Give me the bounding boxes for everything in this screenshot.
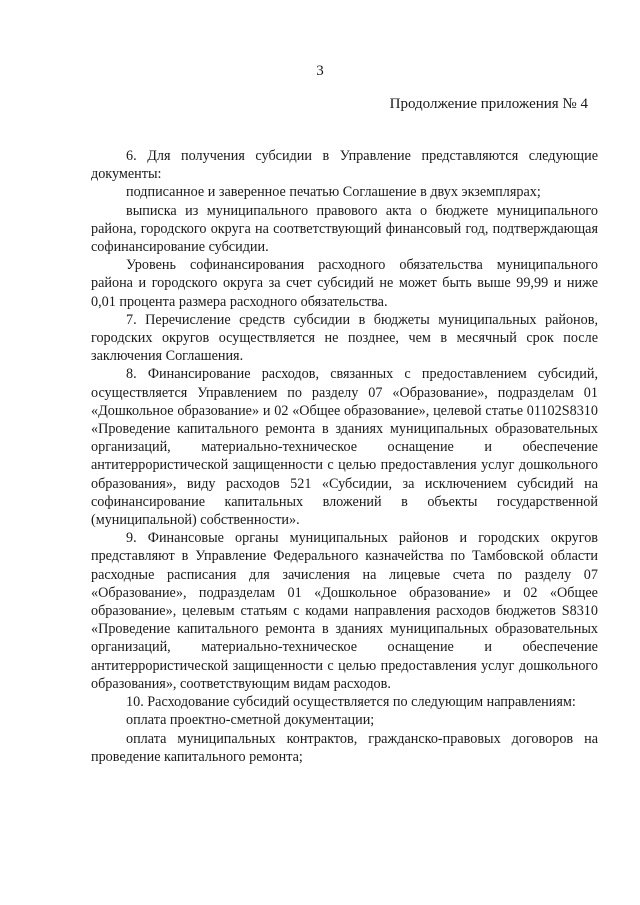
appendix-continuation-title: Продолжение приложения № 4 xyxy=(389,96,588,112)
paragraph-7: 7. Перечисление средств субсидии в бюджеты муниципальных районов, городских округов осуществляется не позднее, чем в месячный срок после заключения Соглашения. xyxy=(91,311,598,365)
paragraph-8: 8. Финансирование расходов, связанных с предоставлением субсидий, осуществляется Управлением по разделу 07 «Образование», подразделам 01 «Дошкольное образование» и 02 «Общее образование», целевой статье 01102S8310 «Проведение капитального ремонта в зданиях муниципальных образовательных организаций, материально-техническое оснащение и обеспечение антитеррористической защищенности с целью предоставления услуг дошкольного образования», виду расходов 521 «Субсидии, за исключением субсидий на софинансирование капитальных вложений в объекты государственной (муниципальной) собственности». xyxy=(91,366,598,529)
paragraph-cofinancing-level: Уровень софинансирования расходного обязательства муниципального района и городского округа за счет субсидий не может быть выше 99,99 и ниже 0,01 процента размера расходного обязательства. xyxy=(91,257,598,310)
paragraph-6-item-agreement: подписанное и заверенное печатью Соглашение в двух экземплярах; xyxy=(126,184,541,201)
paragraph-10-item-design: оплата проектно-сметной документации; xyxy=(126,712,375,729)
document-body xyxy=(91,147,598,766)
page-number: 3 xyxy=(316,63,324,79)
paragraph-9: 9. Финансовые органы муниципальных районов и городских округов представляют в Управление Федерального казначейства по Тамбовской области расходные расписания для зачисления на лицевые счета по разделу 07 «Образование», подразделам 01 «Дошкольное образование» и 02 «Общее образование», целевым статьям с кодами направления расходов бюджетов S8310 «Проведение капитального ремонта в зданиях муниципальных образовательных организаций, материально-техническое оснащение и обеспечение антитеррористической защищенности с целью предоставления услуг дошкольного образования», соответствующим видам расходов. xyxy=(91,530,598,692)
paragraph-10-item-contracts: оплата муниципальных контрактов, гражданско-правовых договоров на проведение капитального ремонта; xyxy=(91,730,598,765)
paragraph-6: 6. Для получения субсидии в Управление представляются следующие документы: xyxy=(91,148,598,183)
paragraph-6-item-extract: выписка из муниципального правового акта о бюджете муниципального района, городского округа на соответствующий финансовый год, подтверждающая софинансирование субсидии. xyxy=(91,202,598,256)
paragraph-10: 10. Расходование субсидий осуществляется по следующим направлениям: xyxy=(126,694,576,711)
